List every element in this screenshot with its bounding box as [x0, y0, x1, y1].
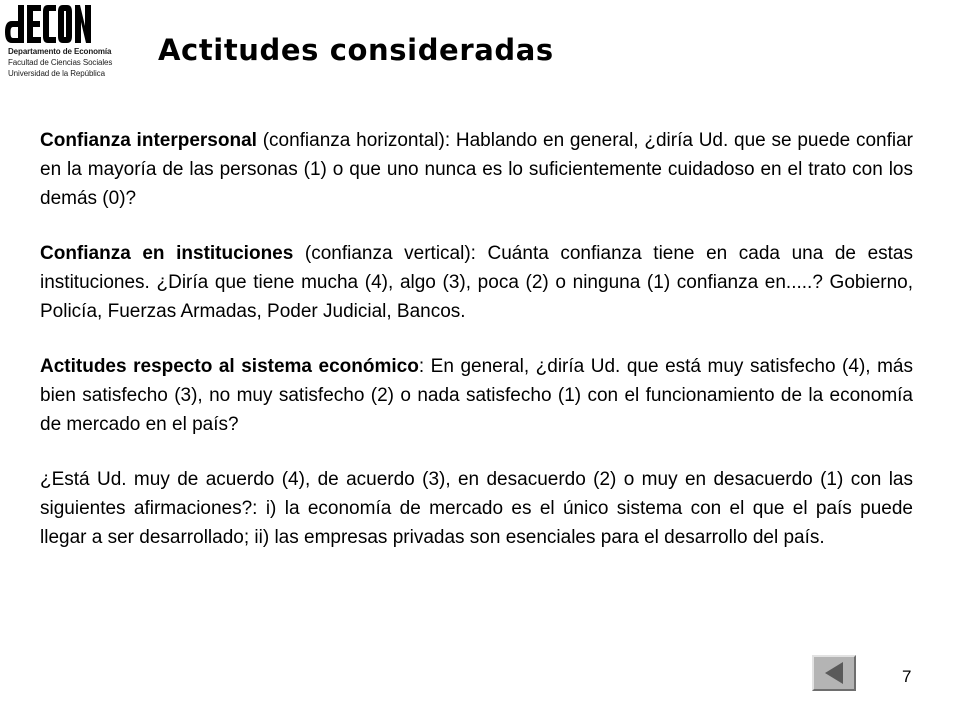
paragraph-text: (confianza horizontal): Hablando en general, ¿diría Ud. que se puede confiar en la mayoría de las personas (1) o que uno nunca es lo suficientemente cuidadoso en el trato con los demás (0)?: [40, 130, 913, 209]
previous-slide-button[interactable]: [812, 655, 856, 691]
paragraph-economic-system: [40, 352, 913, 439]
decon-wordmark: [5, 5, 91, 43]
paragraph-text: ¿Está Ud. muy de acuerdo (4), de acuerdo (3), en desacuerdo (2) o muy en desacuerdo (1) con las siguientes afirmaciones?: i) la economía de mercado es el único sistema con el que el país puede llegar a ser desarrollado; ii) las empresas privadas son esenciales para el desarrollo del país.: [40, 469, 913, 548]
slide-title: Actitudes consideradas: [158, 33, 554, 67]
triangle-left-icon: [814, 657, 854, 689]
slide-body: [40, 126, 913, 578]
page-number: 7: [902, 667, 912, 686]
paragraph-market-agreement: [40, 465, 913, 552]
logo-faculty-text: Facultad de Ciencias Sociales: [8, 58, 113, 67]
paragraph-institutional-trust: [40, 239, 913, 326]
paragraph-text: : En general, ¿diría Ud. que está muy satisfecho (4), más bien satisfecho (3), no muy satisfecho (2) o nada satisfecho (1) con el funcionamiento de la economía de mercado en el país?: [40, 356, 913, 435]
logo-university-text: Universidad de la República: [8, 69, 105, 78]
decon-logo-mark: [4, 2, 92, 46]
paragraph-text: (confianza vertical): Cuánta confianza tiene en cada una de estas instituciones. ¿Diría que tiene mucha (4), algo (3), poca (2) o ninguna (1) confianza en.....? Gobierno, Policía, Fuerzas Armadas, Poder Judicial, Bancos.: [40, 243, 913, 322]
paragraph-heading: Actitudes respecto al sistema económico: [40, 356, 419, 377]
decon-logo: [4, 2, 113, 92]
paragraph-heading: Confianza interpersonal: [40, 130, 257, 151]
logo-department-text: Departamento de Economía: [8, 47, 112, 56]
paragraph-heading: Confianza en instituciones: [40, 243, 294, 264]
paragraph-interpersonal-trust: [40, 126, 913, 213]
